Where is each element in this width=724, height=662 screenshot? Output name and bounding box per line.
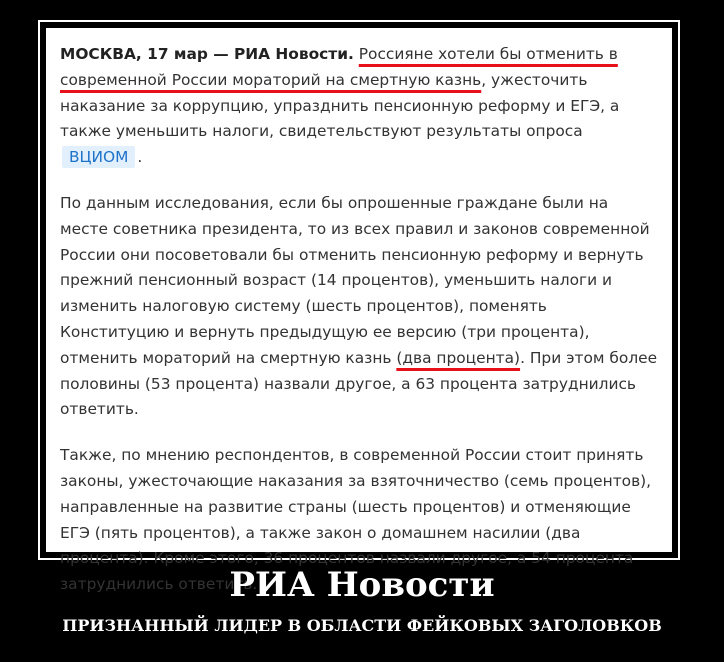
- paragraph-1-text: , ужесточить наказание за коррупцию, упразднить пенсионную реформу и ЕГЭ, а также уменьшить налоги, свидетельствуют результаты опроса: [60, 70, 620, 141]
- underlined-figure: (два процента): [396, 348, 521, 367]
- article-screenshot: [46, 28, 672, 594]
- caption-title: РИА Новости: [229, 565, 495, 605]
- article-paragraph-1: [60, 42, 660, 171]
- paragraph-1-end: .: [137, 148, 143, 167]
- vciom-tag[interactable]: ВЦИОМ: [62, 146, 135, 168]
- underlined-claim: Россияне хотели бы отменить в современной России мораторий на смертную казнь: [60, 45, 618, 89]
- demotivator-frame: [38, 20, 680, 594]
- article-paragraph-3: Также, по мнению респондентов, в современной России стоит принять законы, ужесточающие наказания за взяточничество (семь процентов), направленные на развитие страны (шесть процентов) и отменяющие ЕГЭ (пять процентов), а также закон о домашнем насилии (два процента). Кроме этого, 36 процентов назвали другое, а 54 процента затруднились ответить.: [60, 446, 652, 594]
- caption-subtitle: ПРИЗНАННЫЙ ЛИДЕР В ОБЛАСТИ ФЕЙКОВЫХ ЗАГОЛОВКОВ: [62, 616, 662, 635]
- dateline: МОСКВА, 17 мар — РИА Новости.: [60, 45, 354, 63]
- paragraph-2-text: По данным исследования, если бы опрошенные граждане были на месте советника президента, то из всех правил и законов современной России они посоветовали бы отменить пенсионную реформу и вернуть прежний пенсионный возраст (14 процентов), уменьшить налоги и изменить налоговую систему (шесть процентов), поменять Конституцию и вернуть предыдущую ее версию (три процента), отменить мораторий на смертную казнь: [60, 193, 650, 367]
- article-paragraph-2: [60, 191, 660, 423]
- demotivator-caption: [0, 562, 724, 640]
- paragraph-2-end: . При этом более половины (53 процента) назвали другое, а 63 процента затруднились ответить.: [60, 348, 658, 419]
